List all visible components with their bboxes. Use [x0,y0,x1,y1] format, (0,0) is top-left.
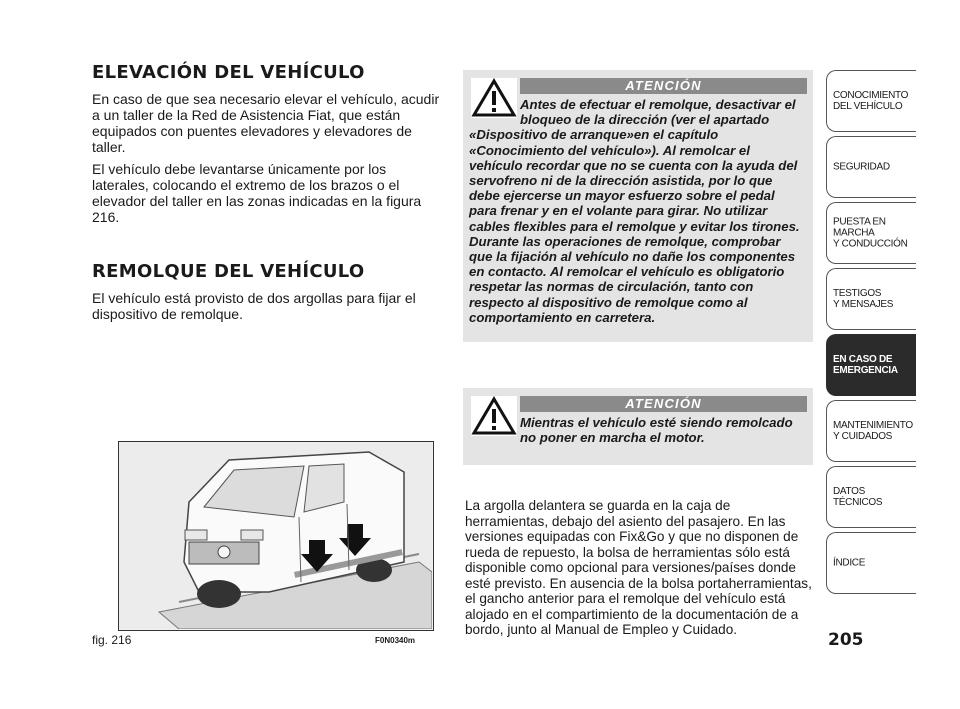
warning-title: ATENCIÓN [520,396,807,412]
tab-label: MANTENIMIENTO Y CUIDADOS [833,420,913,442]
tab-label: DATOS TÉCNICOS [833,486,883,508]
van-illustration [119,442,432,629]
warning-text [469,97,805,325]
left-column [92,62,444,328]
chapter-sidebar [826,70,916,598]
tab-conocimiento[interactable] [826,70,916,132]
warning-box-engine [463,388,813,465]
heading-towing: REMOLQUE DEL VEHÍCULO [92,261,365,282]
figure-caption: fig. 216 [92,633,132,647]
warning-triangle-icon [471,396,517,436]
warning-text-lead: Antes de efectuar el remolque, desactivar el bloqueo de la dirección (ver el apartado [520,97,796,128]
paragraph-lifting-1: En caso de que sea necesario elevar el vehículo, acudir a un taller de la Red de Asistencia Fiat, que están equipados con puentes elevadores y elevadores de taller. [92,91,440,155]
tab-seguridad[interactable] [826,136,916,198]
tab-label: SEGURIDAD [833,161,890,173]
paragraph-towing-ring: La argolla delantera se guarda en la caja de herramientas, debajo del asiento del pasajero. En las versiones equipadas con Fix&Go y que no disponen de rueda de repuesto, la bolsa de herramientas sólo está disponible como opcional para versiones/países donde esté previsto. En ausencia de la bolsa portaherramientas, el gancho anterior para el remolque del vehículo está alojado en el compartimiento de la documentación de a bordo, junto al Manual de Empleo y Cuidado. [465,498,812,637]
figure-code: F0N0340m [375,636,416,645]
tab-emergencia[interactable] [826,334,916,396]
warning-box-towing [463,70,813,342]
tab-mantenimiento[interactable] [826,400,916,462]
tab-datos-tecnicos[interactable] [826,466,916,528]
tab-testigos[interactable] [826,268,916,330]
warning-text: Mientras el vehículo esté siendo remolcado no poner en marcha el motor. [520,415,793,446]
heading-lifting: ELEVACIÓN DEL VEHÍCULO [92,62,365,83]
paragraph-lifting-2: El vehículo debe levantarse únicamente por los laterales, colocando el extremo de los brazos o el elevador del taller en las zonas indicadas en la figura 216. [92,161,422,225]
tab-label: CONOCIMIENTO DEL VEHÍCULO [833,90,909,112]
paragraph-towing: El vehículo está provisto de dos argollas para fijar el dispositivo de remolque. [92,290,416,322]
figure-van-image [118,441,434,631]
warning-title: ATENCIÓN [520,78,807,94]
right-column [465,498,815,644]
tab-label: EN CASO DE EMERGENCIA [833,354,898,376]
tab-puesta-en-marcha[interactable] [826,202,916,264]
page-number: 205 [828,630,864,650]
warning-text-rest: «Dispositivo de arranque»en el capítulo «Conocimiento del vehículo»). Al remolcar el vehículo recordar que no se cuenta con la ayuda del servofreno ni de la dirección asistida, por lo que debe ejercerse un mayor esfuerzo sobre el pedal para frenar y en el volante para girar. No utilizar cables flexibles para el remolque y evitar los tirones. Durante las operaciones de remolque, comprobar que la fijación al vehículo no dañe los componentes en contacto. Al remolcar el vehículo es obligatorio respetar las normas de circulación, tanto con respecto al dispositivo de remolque como al comportamiento en carretera. [469,127,800,325]
tab-label: PUESTA EN MARCHA Y CONDUCCIÓN [833,216,908,250]
tab-label: TESTIGOS Y MENSAJES [833,288,894,310]
tab-label: ÍNDICE [833,557,866,569]
tab-indice[interactable] [826,532,916,594]
